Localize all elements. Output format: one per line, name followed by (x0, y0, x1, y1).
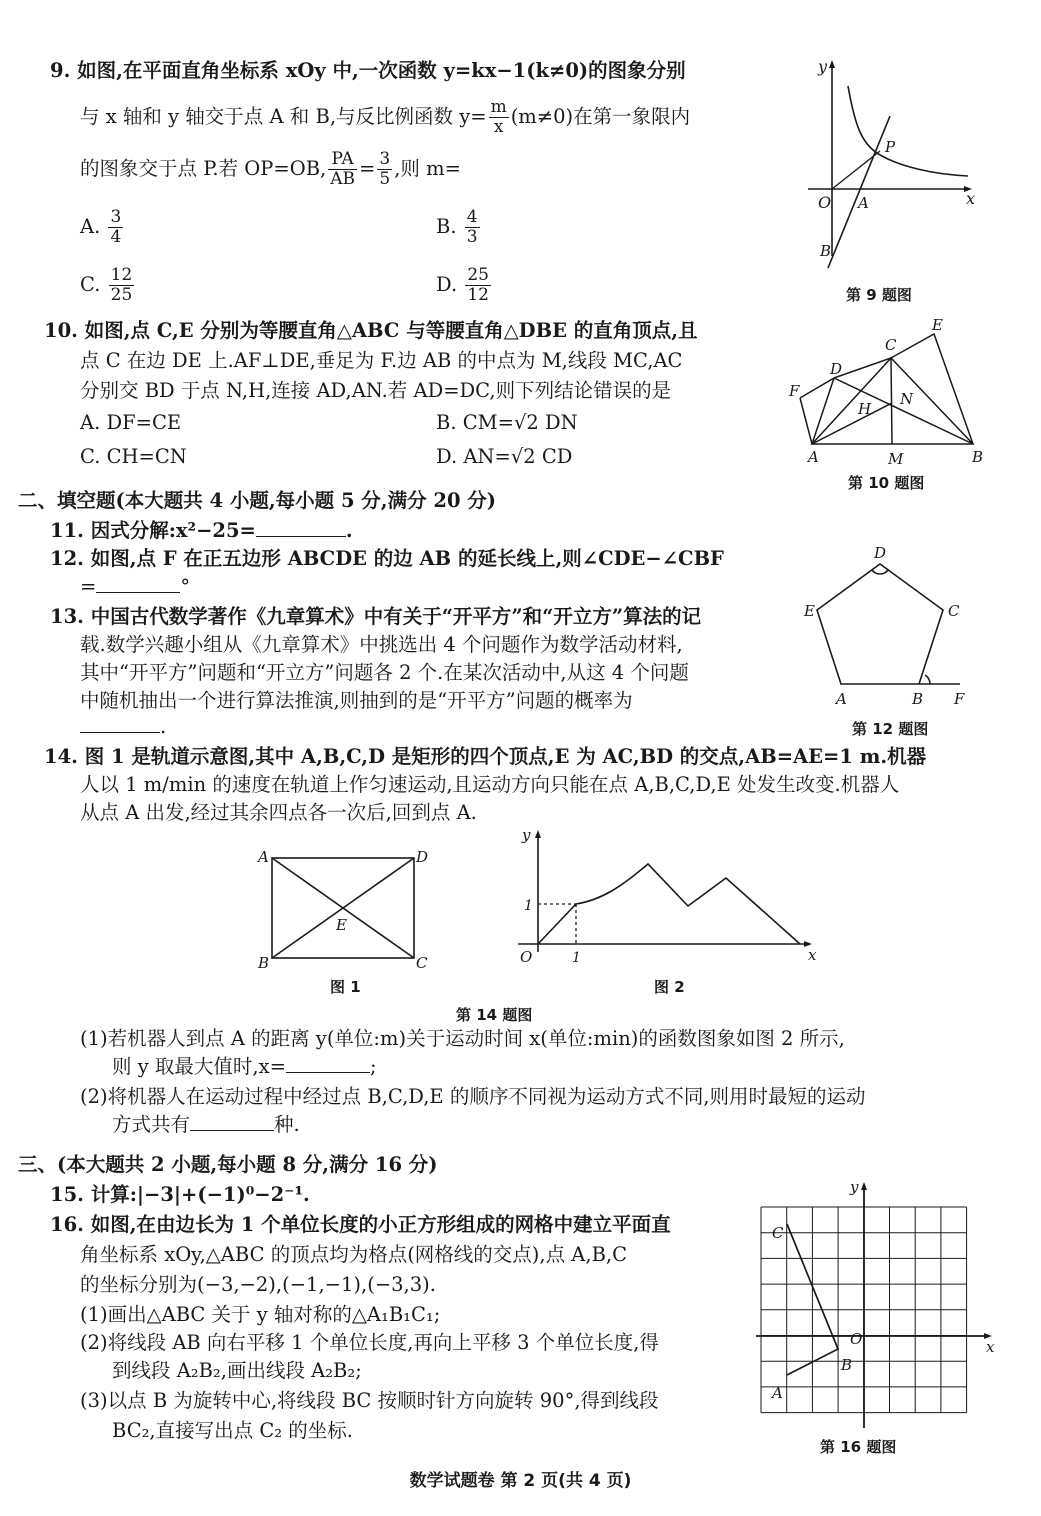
q12-line1: 12. 如图,点 F 在正五边形 ABCDE 的边 AB 的延长线上,则∠CDE−∠CBF (50, 547, 724, 570)
q14-caption: 第 14 题图 (456, 1006, 533, 1024)
q16-label-o: O (850, 1330, 863, 1348)
q16-caption: 第 16 题图 (820, 1438, 897, 1456)
q10-option-d: D. AN=√2 CD (436, 445, 573, 468)
q10-segment-mc (891, 358, 892, 444)
q12-label-c: C (948, 602, 960, 620)
q14-sub2-line2: 方式共有 种. (112, 1113, 300, 1136)
q13-answer-line: . (80, 712, 166, 740)
q9-line-y-kx-1 (828, 116, 890, 268)
q10-label-a: A (808, 448, 819, 466)
q14-fig1-label-d: D (416, 848, 429, 866)
q9-fraction-m-x: $\frac{m}{x}$ (490, 97, 507, 137)
q13-line1: 13. 中国古代数学著作《九章算术》中有关于“开平方”和“开立方”算法的记 (50, 605, 702, 628)
q16-line3: 的坐标分别为(−3,−2),(−1,−1),(−3,3). (80, 1273, 436, 1296)
q14-fig1-label-a: A (258, 848, 269, 866)
q10-option-c: C. CH=CN (80, 445, 187, 468)
q10-caption: 第 10 题图 (848, 474, 925, 492)
q12-label-a: A (836, 690, 847, 708)
q9-ratio-fraction: $\frac{PA}{AB}$ (330, 149, 356, 189)
q10-segment-af (800, 398, 812, 444)
q13-answer-blank (80, 712, 160, 733)
q14-fig2-distance-curve (538, 864, 800, 944)
q9-label-b: B (820, 242, 832, 260)
q14-sub2-line1: (2)将机器人在运动过程中经过点 B,C,D,E 的顺序不同视为运动方式不同,则用时最短的运动 (80, 1085, 866, 1108)
q9-equals: = (359, 157, 376, 180)
q9-option-b: B. $\frac{4}{3}$ (436, 207, 478, 247)
q12-angle-d-arc (872, 570, 888, 574)
q10-label-b: B (972, 448, 984, 466)
q16-sub3-line2: BC₂,直接写出点 C₂ 的坐标. (112, 1419, 353, 1442)
q9-label-p: P (885, 138, 896, 156)
q16-sub3-line1: (3)以点 B 为旋转中心,将线段 BC 按顺时针方向旋转 90°,得到线段 (80, 1389, 659, 1412)
q14-fig1-label-b: B (258, 954, 270, 972)
q10-figure (788, 318, 988, 468)
q10-label-c: C (885, 336, 897, 354)
q12-label-d: D (874, 544, 887, 562)
q9-line1: 9. 如图,在平面直角坐标系 xOy 中,一次函数 y=kx−1(k≠0)的图象分别 (50, 59, 686, 82)
q14-figure-1 (256, 846, 436, 976)
q13-line4: 中随机抽出一个进行算法推演,则抽到的是“开平方”问题的概率为 (80, 689, 633, 712)
q16-sub1: (1)画出△ABC 关于 y 轴对称的△A₁B₁C₁; (80, 1303, 441, 1326)
q14-fig2-tick-x1: 1 (572, 950, 581, 966)
q16-label-c: C (772, 1224, 784, 1242)
q9-label-y: y (818, 57, 828, 76)
q13-line2: 载.数学兴趣小组从《九章算术》中挑选出 4 个问题作为数学活动材料, (80, 633, 683, 656)
q9-line2b: (m≠0)在第一象限内 (510, 105, 691, 128)
q9-line3b: ,则 m= (394, 157, 461, 180)
q16-sub2-line1: (2)将线段 AB 向右平移 1 个单位长度,再向上平移 3 个单位长度,得 (80, 1331, 659, 1354)
page-footer: 数学试题卷 第 2 页(共 4 页) (409, 1471, 632, 1491)
q14-line1: 14. 图 1 是轨道示意图,其中 A,B,C,D 是矩形的四个顶点,E 为 AC,BD 的交点,AB=AE=1 m.机器 (44, 745, 927, 768)
q9-line2 (80, 98, 690, 137)
q9-option-a: A. $\frac{3}{4}$ (80, 207, 122, 247)
q10-label-f: F (789, 382, 800, 400)
q14-line3: 从点 A 出发,经过其余四点各一次后,回到点 A. (80, 801, 477, 824)
q13-line3: 其中“开平方”问题和“开立方”问题各 2 个.在某次活动中,从这 4 个问题 (80, 661, 689, 684)
q14-fig2-tick-y1: 1 (524, 898, 533, 914)
q9-line3 (80, 150, 461, 189)
q10-label-h: H (858, 400, 872, 418)
q9-label-x: x (966, 189, 976, 208)
q12-answer-blank (96, 592, 180, 593)
q9-segment-op (832, 151, 880, 189)
q9-y-arrow (829, 60, 835, 68)
q16-line2: 角坐标系 xOy,△ABC 的顶点均为格点(网格线的交点),点 A,B,C (80, 1243, 628, 1266)
q14-sub1-answer-blank (286, 1072, 370, 1073)
q15-text: 15. 计算:|−3|+(−1)⁰−2⁻¹. (50, 1183, 310, 1206)
q9-option-d: D. $\frac{25}{12}$ (436, 265, 489, 305)
q9-label-a: A (858, 194, 869, 212)
q10-label-m: M (888, 450, 904, 468)
q12-figure (800, 542, 990, 722)
q16-line1: 16. 如图,在由边长为 1 个单位长度的小正方形组成的网格中建立平面直 (50, 1213, 671, 1236)
q12-label-f: F (954, 690, 965, 708)
q14-sub1-line1: (1)若机器人到点 A 的距离 y(单位:m)关于运动时间 x(单位:min)的函数图象如图 2 所示, (80, 1027, 845, 1050)
q11-answer-blank (256, 536, 346, 537)
q12-line2: = ° (80, 575, 191, 598)
q14-fig2-caption: 图 2 (654, 978, 685, 996)
q10-triangle-dbe (834, 334, 973, 444)
q12-angle-b-arc (925, 675, 930, 684)
q16-label-b: B (841, 1356, 853, 1374)
q16-sub2-line2: 到线段 A₂B₂,画出线段 A₂B₂; (112, 1359, 362, 1382)
q10-line2: 点 C 在边 DE 上.AF⊥DE,垂足为 F.边 AB 的中点为 M,线段 MC,AC (80, 349, 683, 372)
q12-caption: 第 12 题图 (852, 720, 929, 738)
q12-pentagon (817, 564, 943, 684)
q9-figure (800, 56, 990, 286)
q16-grid-figure (756, 1176, 1006, 1438)
q14-sub1-line2: 则 y 取最大值时,x= ; (112, 1055, 377, 1078)
q9-line2a: 与 x 轴和 y 轴交于点 A 和 B,与反比例函数 y= (80, 105, 487, 128)
q16-label-y: y (850, 1178, 859, 1196)
q14-fig2-label-x: x (808, 946, 817, 964)
q14-fig2-label-y: y (522, 826, 531, 844)
q10-segment-bd (834, 378, 973, 444)
q11-text: 11. 因式分解:x²−25= . (50, 519, 353, 542)
q10-line3: 分别交 BD 于点 N,H,连接 AD,AN.若 AD=DC,则下列结论错误的是 (80, 379, 672, 402)
q9-option-c: C. $\frac{12}{25}$ (80, 265, 133, 305)
q12-label-b: B (912, 690, 924, 708)
q14-fig1-label-e: E (336, 916, 347, 934)
q14-fig1-caption: 图 1 (330, 978, 361, 996)
q14-figure-2 (512, 826, 822, 976)
q9-value-fraction: $\frac{3}{5}$ (379, 149, 391, 189)
q16-y-arrow (861, 1182, 867, 1190)
section-3-heading: 三、(本大题共 2 小题,每小题 8 分,满分 16 分) (18, 1153, 438, 1176)
q10-label-e: E (932, 316, 943, 334)
q10-line1: 10. 如图,点 C,E 分别为等腰直角△ABC 与等腰直角△DBE 的直角顶点,且 (44, 319, 698, 342)
q16-label-x: x (986, 1338, 995, 1356)
q9-label-o: O (818, 193, 832, 212)
q14-fig2-label-o: O (520, 948, 533, 966)
q14-fig2-y-arrow (535, 830, 541, 838)
q9-caption: 第 9 题图 (846, 286, 912, 304)
q12-label-e: E (804, 602, 815, 620)
q9-line3a: 的图象交于点 P.若 OP=OB, (80, 157, 327, 180)
q10-label-n: N (900, 390, 914, 408)
q14-line2: 人以 1 m/min 的速度在轨道上作匀速运动,且运动方向只能在点 A,B,C,D,E 处发生改变.机器人 (80, 773, 900, 796)
q10-label-d: D (830, 360, 843, 378)
section-2-heading: 二、填空题(本大题共 4 小题,每小题 5 分,满分 20 分) (18, 489, 497, 512)
q10-option-b: B. CM=√2 DN (436, 411, 578, 434)
q14-sub2-answer-blank (190, 1130, 274, 1131)
q16-label-a: A (772, 1384, 783, 1402)
q10-option-a: A. DF=CE (80, 411, 182, 434)
q14-fig1-label-c: C (416, 954, 428, 972)
